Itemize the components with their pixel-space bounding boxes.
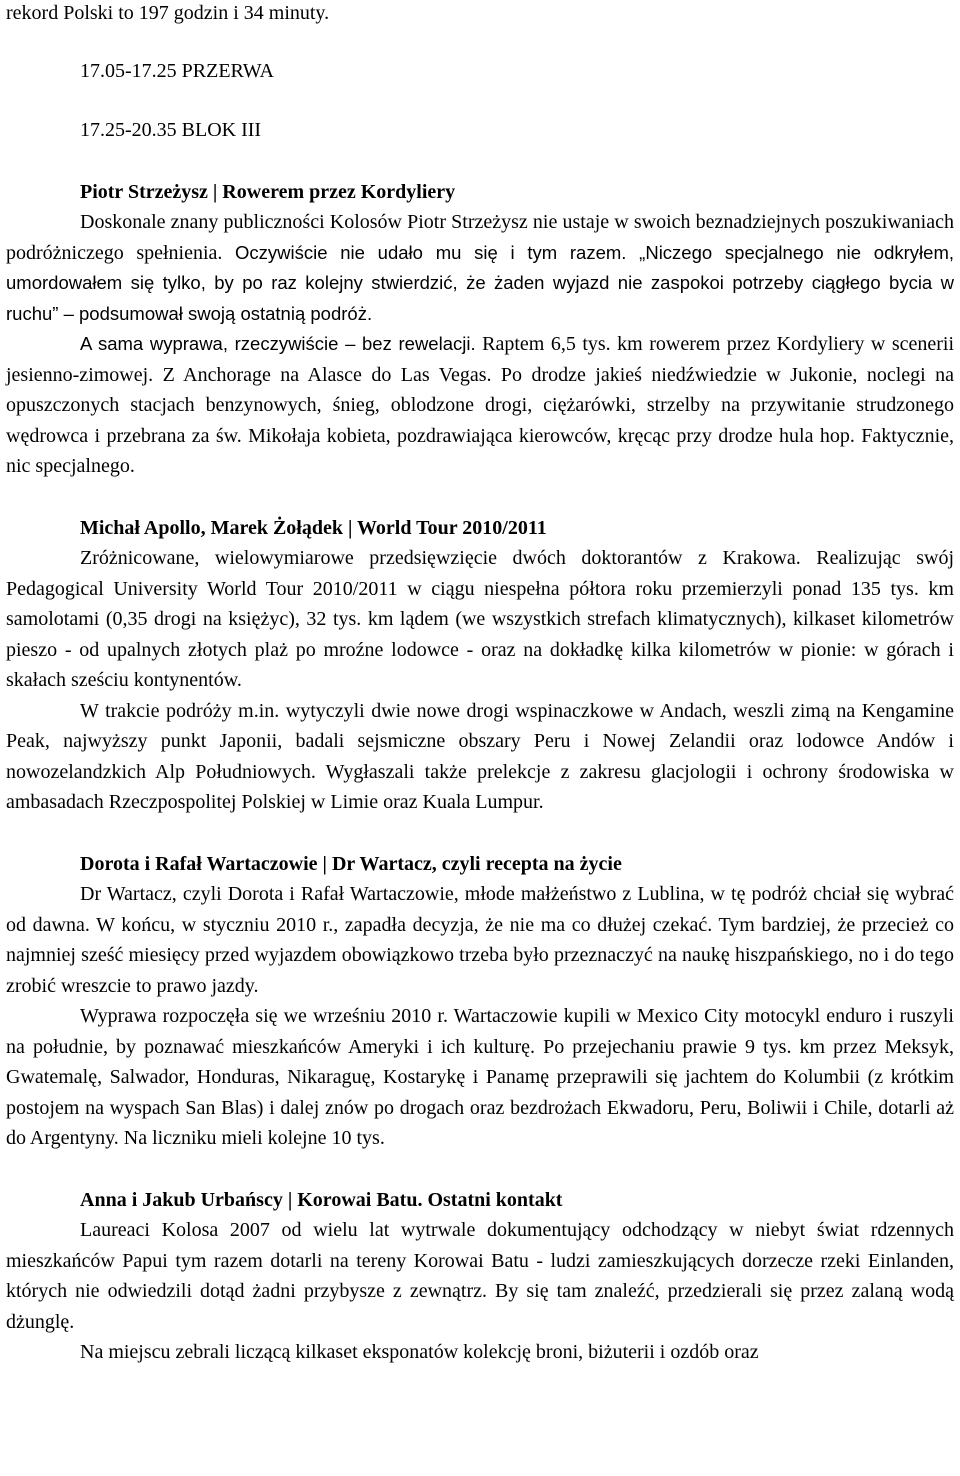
section-paragraph (6, 329, 954, 482)
section-paragraph: Zróżnicowane, wielowymiarowe przedsięwzięcie dwóch doktorantów z Krakowa. Realizując swój Pedagogical University World Tour 2010/2011 w ciągu niespełna półtora roku przemierzyli ponad 135 tys. km samolotami (0,35 drogi na księżyc), 32 tys. km lądem (we wszystkich strefach klimatycznych), kilkaset kilometrów pieszo - od upalnych złotych plaż po mroźne lodowce - oraz na dokładkę kilka kilometrów w pionie: w górach i skałach sześciu kontynentów. (6, 547, 954, 691)
schedule-break: 17.05-17.25 PRZERWA (80, 59, 274, 82)
section-heading: Michał Apollo, Marek Żołądek | World Tour 2010/2011 (80, 516, 547, 539)
paragraph-text-sans: Oczywiście nie udało mu się i tym razem. „Niczego specjalnego nie odkryłem, umordowałem się tylko, by po raz kolejny stwierdzić, że żaden wyjazd nie zaspokoi potrzeby ciągłego bycia w ruchu” – podsumował swoją ostatnią podróż. (6, 241, 955, 324)
paragraph-text: Doskonale znany publiczności Kolosów Piotr Strzeżysz nie ustaje w swoich beznadziejnych poszukiwaniach podróżniczego spełnienia. (6, 211, 954, 264)
section-paragraph: Na miejscu zebrali liczącą kilkaset eksponatów kolekcję broni, biżuterii i ozdób oraz (80, 1341, 759, 1363)
section-paragraph (6, 207, 954, 329)
document-body (6, 0, 954, 1368)
paragraph-text-sans: A sama wyprawa, rzeczywiście – bez rewelacji. (80, 333, 476, 354)
paragraph-continuation: rekord Polski to 197 godzin i 34 minuty. (6, 2, 330, 24)
section-urbanscy (6, 1185, 954, 1368)
schedule-block-three: 17.25-20.35 BLOK III (80, 119, 262, 141)
section-heading: Anna i Jakub Urbańscy | Korowai Batu. Ostatni kontakt (80, 1188, 563, 1211)
section-paragraph: Dr Wartacz, czyli Dorota i Rafał Wartaczowie, młode małżeństwo z Lublina, w tę podróż chciał się wybrać od dawna. W końcu, w styczniu 2010 r., zapadła decyzja, że nie ma co dłużej czekać. Tym bardziej, że przecież co najmniej sześć miesięcy przed wyjazdem obowiązkowo trzeba było przeznaczyć na naukę hiszpańskiego, no i do tego zrobić wreszcie to prawo jazdy. (6, 883, 954, 997)
section-heading: Dorota i Rafał Wartaczowie | Dr Wartacz, czyli recepta na życie (80, 852, 622, 875)
paragraph-text: Raptem 6,5 tys. km rowerem przez Kordyliery w scenerii jesienno-zimowej. Z Anchorage na Alasce do Las Vegas. Po drodze jakieś niedźwiedzie w Jukonie, noclegi na opuszczonych stacjach benzynowych, śnieg, oblodzone drogi, ciężarówki, strzelby na przywitanie strudzonego wędrowca i przebrana za św. Mikołaja kobieta, pozdrawiająca kierowców, kręcąc przy drodze hula hop. Faktycznie, nic specjalnego. (6, 333, 955, 477)
section-wartaczowie (6, 849, 954, 1154)
section-strzezysz (6, 177, 954, 482)
section-apollo-zoladek (6, 513, 954, 818)
section-heading: Piotr Strzeżysz | Rowerem przez Kordyliery (80, 180, 456, 203)
section-paragraph: Laureaci Kolosa 2007 od wielu lat wytrwale dokumentujący odchodzący w niebyt świat rdzennych mieszkańców Papui tym razem dotarli na tereny Korowai Batu - ludzi zamieszkujących dorzecze rzeki Einlanden, których nie odwiedzili dotąd żadni przybysze z zewnątrz. By się tam znaleźć, przedzierali się przez zalaną wodą dżunglę. (6, 1219, 954, 1333)
section-paragraph: Wyprawa rozpoczęła się we wrześniu 2010 r. Wartaczowie kupili w Mexico City motocykl enduro i ruszyli na południe, by poznawać mieszkańców Ameryki i ich kulturę. Po przejechaniu prawie 9 tys. km przez Meksyk, Gwatemalę, Salwador, Honduras, Nikaraguę, Kostarykę i Panamę przeprawili się jachtem do Kolumbii (z krótkim postojem na wyspach San Blas) i dalej znów po drogach oraz bezdrożach Ekwadoru, Peru, Boliwii i Chile, dotarli aż do Argentyny. Na liczniku mieli kolejne 10 tys. (6, 1005, 954, 1149)
section-paragraph: W trakcie podróży m.in. wytyczyli dwie nowe drogi wspinaczkowe w Andach, weszli zimą na Kengamine Peak, najwyższy punkt Japonii, badali sejsmiczne obszary Peru i Nowej Zelandii oraz lodowce Andów i nowozelandzkich Alp Południowych. Wygłaszali także prelekcje z zakresu glacjologii i ochrony środowiska w ambasadach Rzeczpospolitej Polskiej w Limie oraz Kuala Lumpur. (6, 699, 954, 813)
